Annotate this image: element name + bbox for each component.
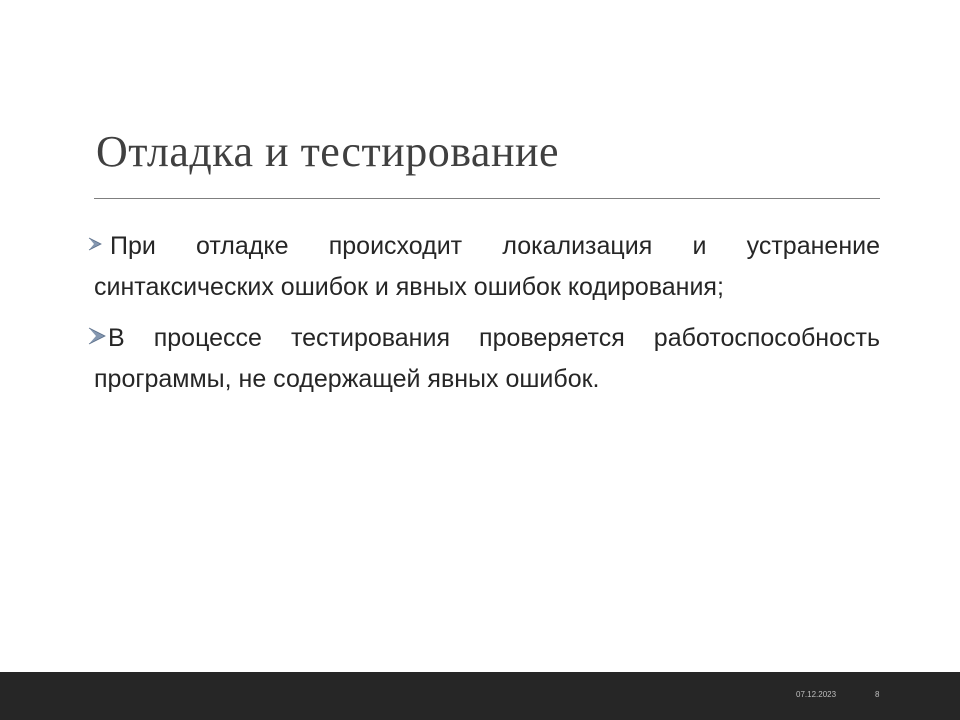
bullet-text: В процессе тестирования проверяется работоспособность программы, не содержащей явных ошибок. — [94, 324, 880, 393]
bullet-item-testing — [94, 318, 880, 400]
footer-date: 07.12.2023 — [796, 690, 837, 699]
bullet-item-debugging — [94, 226, 880, 308]
slide-content — [94, 226, 880, 410]
arrow-bullet-icon — [88, 237, 102, 251]
page-number: 8 — [875, 690, 880, 699]
arrow-bullet-icon — [88, 327, 106, 345]
bullet-text: При отладке происходит локализация и устранение синтаксических ошибок и явных ошибок кодирования; — [94, 232, 880, 301]
slide-title: Отладка и тестирование — [96, 127, 560, 176]
title-divider — [94, 198, 880, 199]
